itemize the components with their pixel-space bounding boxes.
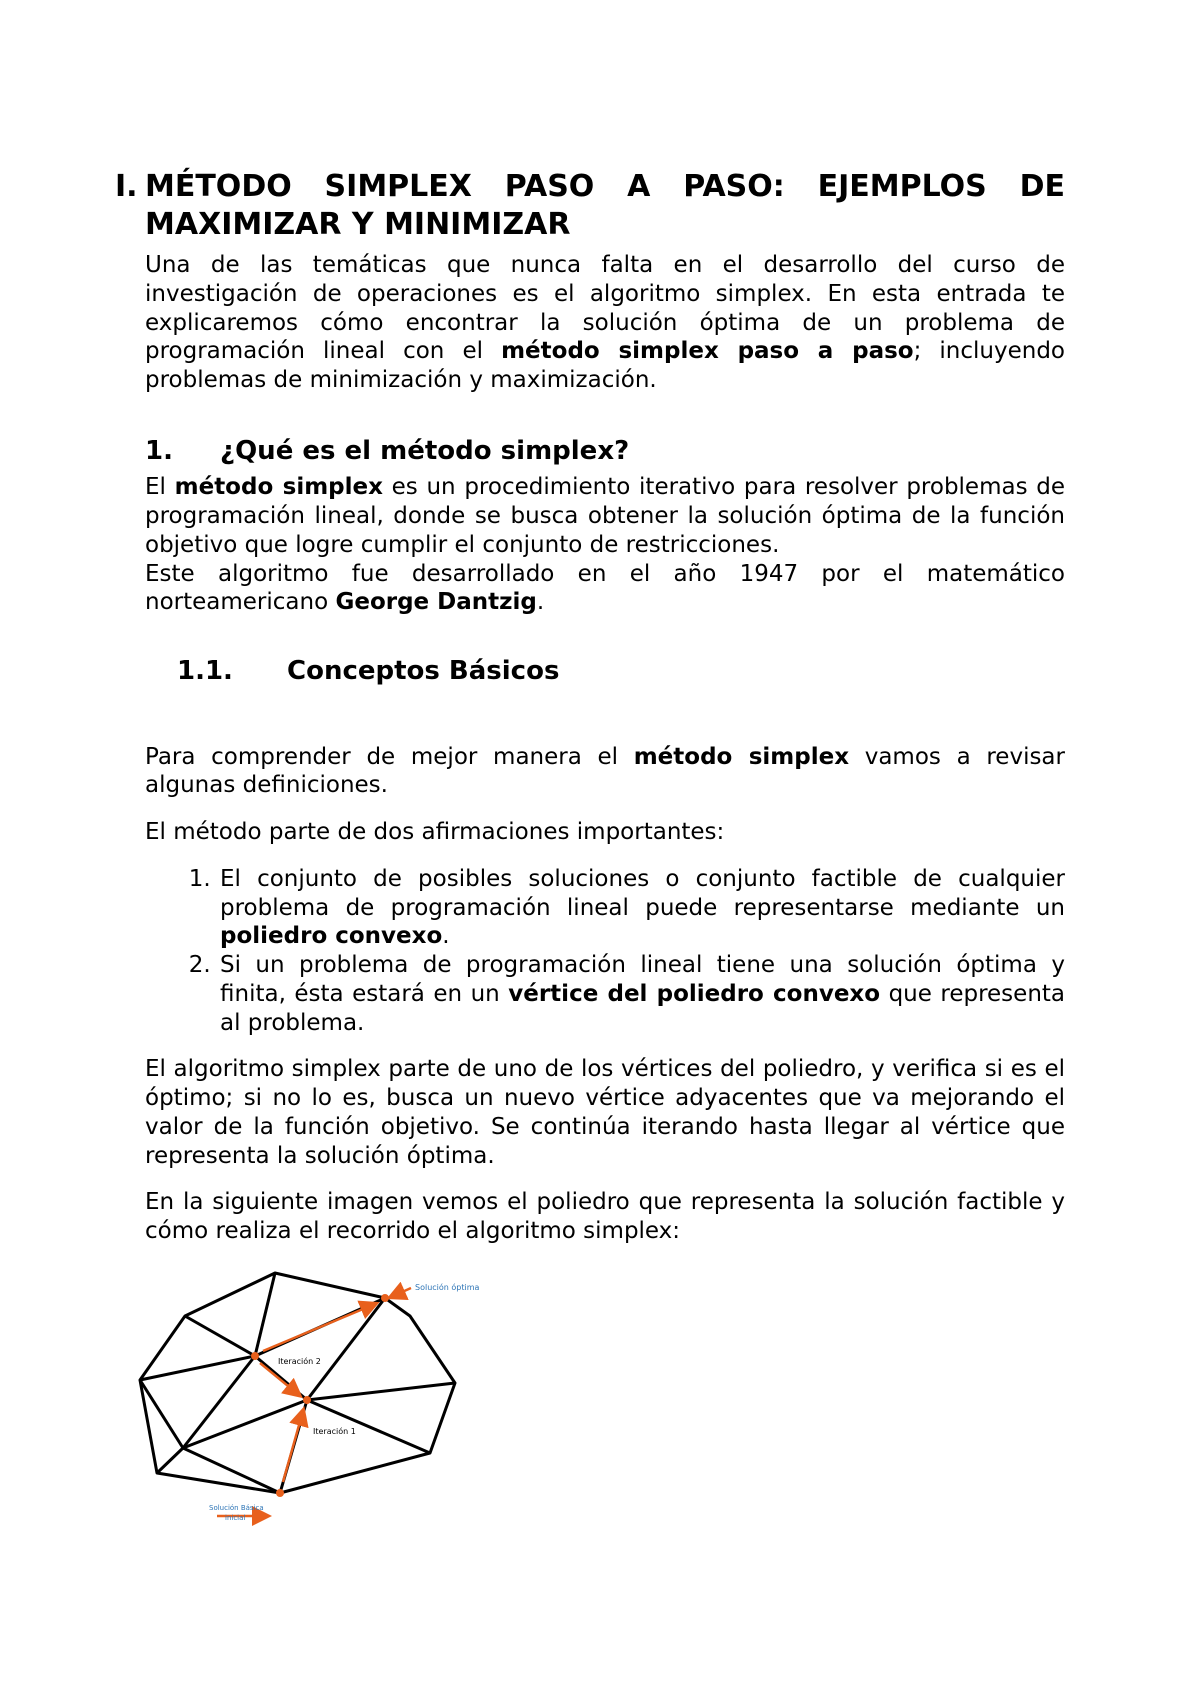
polyhedron-figure xyxy=(145,1268,505,1548)
label-initial-line-1: Solución Básica xyxy=(209,1503,264,1512)
iteration-2-arrow-back xyxy=(260,1363,299,1395)
section-1-paragraph-2 xyxy=(145,560,1065,618)
section-1-title: ¿Qué es el método simplex? xyxy=(220,435,630,466)
bold-term: poliedro convexo xyxy=(220,923,443,950)
label-iteration-1: Iteración 1 xyxy=(313,1426,356,1436)
text-fragment: . xyxy=(536,589,545,616)
text-fragment: Si un problema de programación lineal tiene una solución óptima y finita, ésta estará en un xyxy=(220,952,1065,1007)
intro-bold-text: método simplex paso a paso xyxy=(501,338,914,365)
polyhedron-edge xyxy=(255,1273,275,1356)
document-title xyxy=(115,168,1065,243)
label-initial-line-2: inicial xyxy=(225,1513,246,1522)
simplex-vertices xyxy=(251,1294,389,1497)
text-fragment: . xyxy=(442,923,450,950)
iteration-1-vertex xyxy=(303,1396,311,1404)
intro-text-end: ; incluyendo problemas de minimización y maximización. xyxy=(145,338,1065,393)
polyhedron-edge xyxy=(307,1383,455,1400)
text-fragment: El xyxy=(145,474,175,501)
polyhedron-edge xyxy=(307,1298,385,1400)
section-1-1-paragraph-3: El algoritmo simplex parte de uno de los vértices del poliedro, y verifica si es el óptimo; si no lo es, busca un nuevo vértice adyacentes que va mejorando el valor de la función objetivo. Se continúa iterando hasta llegar al vértice que representa la solución óptima. xyxy=(145,1056,1065,1169)
section-1-1-paragraph-4: En la siguiente imagen vemos el poliedro que representa la solución factible y cómo realiza el recorrido el algoritmo simplex: xyxy=(145,1189,1065,1244)
text-fragment: El conjunto de posibles soluciones o conjunto factible de cualquier problema de programación lineal puede representarse mediante un xyxy=(220,865,1065,921)
document-content xyxy=(115,168,1066,1548)
section-1-number: 1. xyxy=(145,435,173,466)
section-1-1-paragraph-1 xyxy=(145,743,1065,801)
text-fragment: es un procedimiento iterativo para resolver problemas de programación lineal, donde se busca obtener la solución óptima de la función objetivo que logre cumplir el conjunto de restricciones. xyxy=(145,474,1066,558)
title-text: MÉTODO SIMPLEX PASO A PASO: EJEMPLOS DE MAXIMIZAR Y MINIMIZAR xyxy=(145,169,1065,242)
text-fragment: que representa al problema. xyxy=(220,980,1066,1036)
section-1-1-number: 1.1. xyxy=(177,656,233,686)
initial-vertex xyxy=(276,1489,284,1497)
label-optimal: Solución óptima xyxy=(415,1282,480,1292)
iteration-1-arrow xyxy=(283,1411,303,1482)
polyhedron-edges xyxy=(140,1273,455,1493)
label-iteration-2: Iteración 2 xyxy=(278,1356,321,1366)
section-1-heading xyxy=(145,435,1065,468)
bold-term: vértice del poliedro convexo xyxy=(508,980,881,1007)
bold-term: método simplex xyxy=(633,743,850,770)
text-fragment: Para comprender de mejor manera el xyxy=(145,743,634,770)
optimal-solution-pointer xyxy=(391,1288,411,1297)
section-1-paragraph-1 xyxy=(145,473,1065,559)
iteration-2-vertex xyxy=(251,1352,259,1360)
list-item xyxy=(218,951,1065,1037)
iteration-2-arrow xyxy=(263,1304,375,1351)
text-fragment: vamos a revisar algunas definiciones. xyxy=(145,743,1065,799)
intro-paragraph xyxy=(145,251,1065,395)
affirmations-list xyxy=(145,865,1065,1038)
section-1-1-title: Conceptos Básicos xyxy=(287,656,560,686)
section-1-1-heading xyxy=(177,655,1065,688)
polyhedron-edge xyxy=(185,1316,255,1356)
optimal-vertex xyxy=(381,1294,389,1302)
bold-term: George Dantzig xyxy=(335,589,537,616)
title-number: I. xyxy=(115,169,138,204)
list-item xyxy=(218,865,1065,951)
polyhedron-edge xyxy=(157,1448,183,1473)
intro-text-start: Una de las temáticas que nunca falta en el desarrollo del curso de investigación de operaciones es el algoritmo simplex. En esta entrada te explicaremos cómo encontrar la solución óptima de un problema de programación lineal con el xyxy=(145,252,1065,365)
text-fragment: Este algoritmo fue desarrollado en el año 1947 por el matemático norteamericano xyxy=(145,560,1065,616)
bold-term: método simplex xyxy=(174,474,383,501)
section-1-1-paragraph-2: El método parte de dos afirmaciones importantes: xyxy=(145,819,725,845)
spacer xyxy=(145,688,1065,743)
polyhedron-diagram xyxy=(135,1268,515,1558)
polyhedron-outline xyxy=(140,1273,455,1493)
